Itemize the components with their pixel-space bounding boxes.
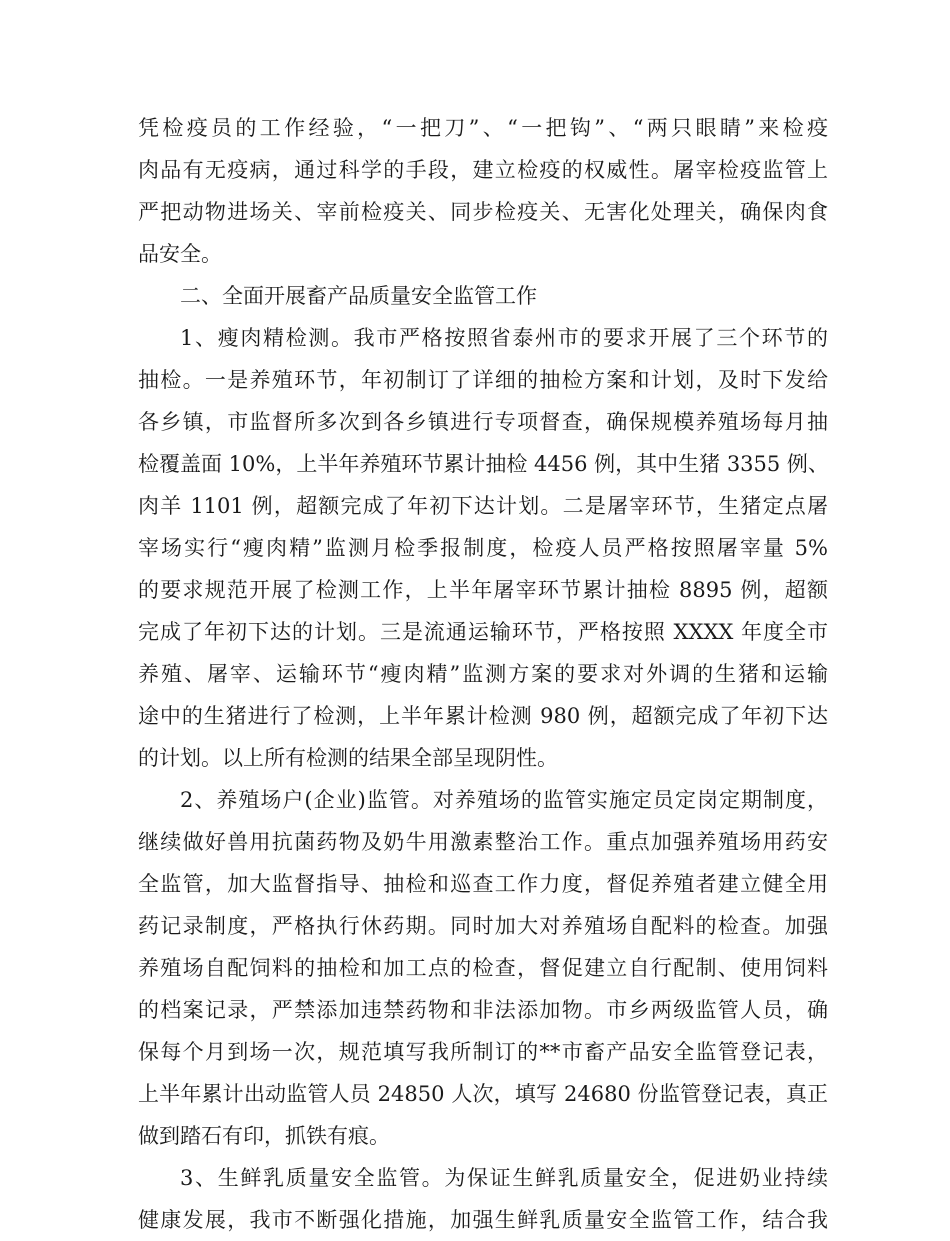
- text-line: 全监管，加大监督指导、抽检和巡查工作力度，督促养殖者建立健全用: [138, 872, 828, 896]
- text-line: 宰场实行“瘦肉精”监测月检季报制度，检疫人员严格按照屠宰量 5%: [138, 536, 828, 560]
- text-line: 抽检。一是养殖环节，年初制订了详细的抽检方案和计划，及时下发给: [138, 368, 828, 392]
- text-line: 做到踏石有印，抓铁有痕。: [138, 1124, 390, 1148]
- section-heading: 二、全面开展畜产品质量安全监管工作: [180, 284, 537, 308]
- text-line: 上半年累计出动监管人员 24850 人次，填写 24680 份监管登记表，真正: [138, 1082, 828, 1106]
- text-line: 途中的生猪进行了检测，上半年累计检测 980 例，超额完成了年初下达: [138, 704, 828, 728]
- text-line: 凭检疫员的工作经验，“一把刀”、“一把钩”、“两只眼睛”来检疫: [138, 116, 828, 140]
- text-line: 1、瘦肉精检测。我市严格按照省泰州市的要求开展了三个环节的: [180, 326, 828, 350]
- text-line: 继续做好兽用抗菌药物及奶牛用激素整治工作。重点加强养殖场用药安: [138, 830, 828, 854]
- text-line: 的要求规范开展了检测工作，上半年屠宰环节累计抽检 8895 例，超额: [138, 578, 828, 602]
- body-text: [138, 107, 828, 1241]
- text-line: 的计划。以上所有检测的结果全部呈现阴性。: [138, 746, 558, 770]
- text-line: 严把动物进场关、宰前检疫关、同步检疫关、无害化处理关，确保肉食: [138, 200, 828, 224]
- text-line: 保每个月到场一次，规范填写我所制订的**市畜产品安全监管登记表，: [138, 1040, 828, 1064]
- text-line: 品安全。: [138, 242, 222, 266]
- text-line: 检覆盖面 10%，上半年养殖环节累计抽检 4456 例，其中生猪 3355 例、: [138, 452, 829, 476]
- text-line: 肉羊 1101 例，超额完成了年初下达计划。二是屠宰环节，生猪定点屠: [138, 494, 828, 518]
- text-line: 药记录制度，严格执行休药期。同时加大对养殖场自配料的检查。加强: [138, 914, 828, 938]
- text-line: 的档案记录，严禁添加违禁药物和非法添加物。市乡两级监管人员，确: [138, 998, 828, 1022]
- text-line: 2、养殖场户(企业)监管。对养殖场的监管实施定员定岗定期制度，: [180, 788, 828, 812]
- text-line: 健康发展，我市不断强化措施，加强生鲜乳质量安全监管工作，结合我: [138, 1208, 828, 1232]
- text-line: 各乡镇，市监督所多次到各乡镇进行专项督查，确保规模养殖场每月抽: [138, 410, 828, 434]
- text-line: 养殖、屠宰、运输环节“瘦肉精”监测方案的要求对外调的生猪和运输: [138, 662, 828, 686]
- text-line: 养殖场自配饲料的抽检和加工点的检查，督促建立自行配制、使用饲料: [138, 956, 828, 980]
- text-line: 肉品有无疫病，通过科学的手段，建立检疫的权威性。屠宰检疫监管上: [138, 158, 828, 182]
- text-line: 3、生鲜乳质量安全监管。为保证生鲜乳质量安全，促进奶业持续: [180, 1166, 828, 1190]
- text-line: 完成了年初下达的计划。三是流通运输环节，严格按照 XXXX 年度全市: [138, 620, 828, 644]
